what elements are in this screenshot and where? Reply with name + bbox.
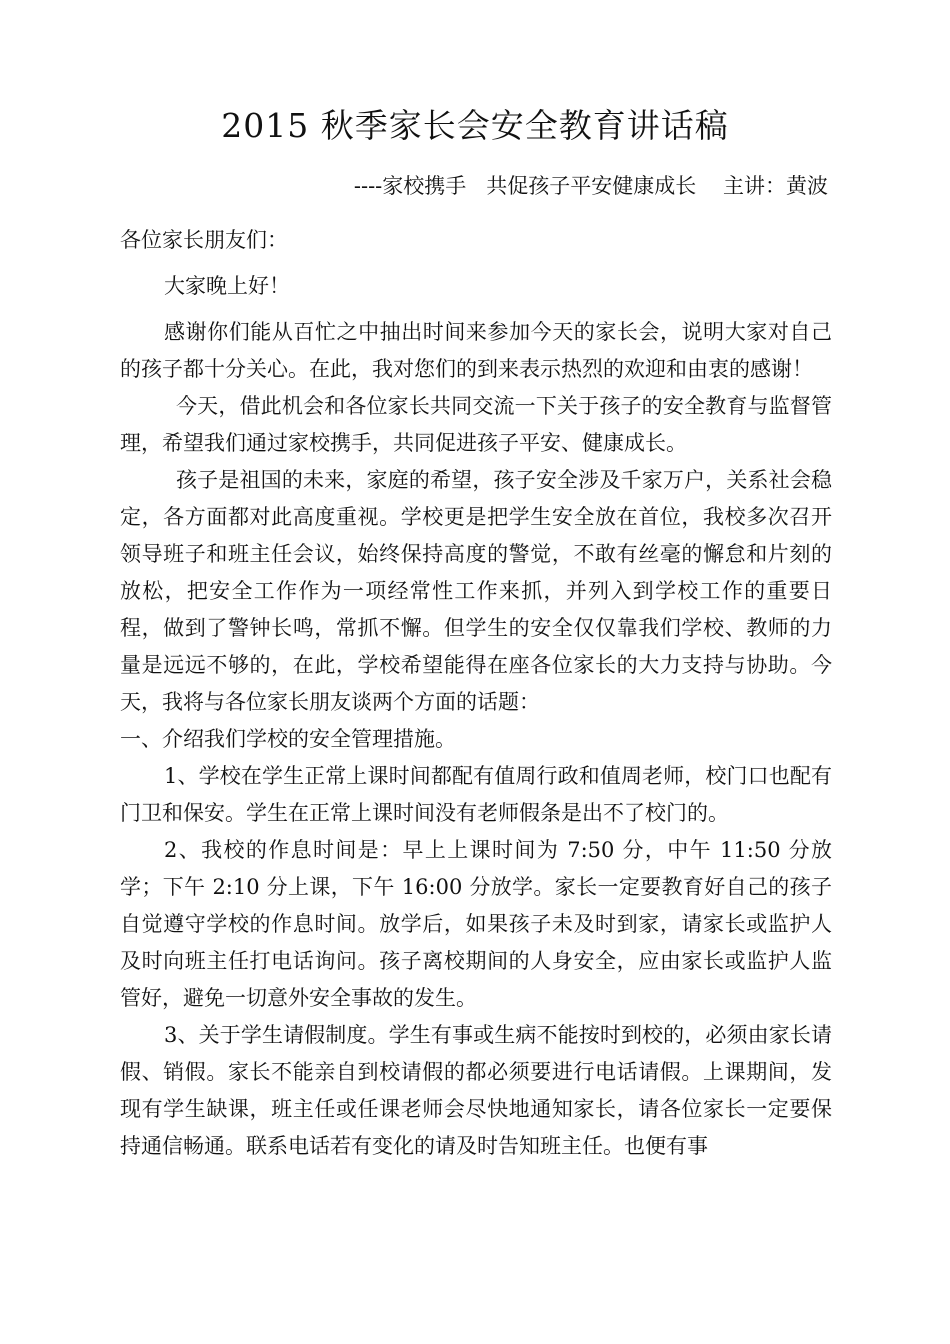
document-subtitle: ----家校携手 共促孩子平安健康成长 主讲：黄波 [353,174,828,198]
list-item: 2、我校的作息时间是：早上上课时间为 7:50 分，中午 11:50 分放学；下午 2:10 分上课，下午 16:00 分放学。家长一定要教育好自己的孩子自觉遵守学校的作息时间。放学后，如果孩子未及时到家，请家长或监护人及时向班主任打电话询问。孩子离校期间的人身安全，应由家长或监护人监管好，避免一切意外安全事故的发生。 [120,838,832,1010]
paragraph-today: 今天，借此机会和各位家长共同交流一下关于孩子的安全教育与监督管理，希望我们通过家校携手，共同促进孩子平安、健康成长。 [120,394,832,455]
list-item: 1、学校在学生正常上课时间都配有值周行政和值周老师，校门口也配有门卫和保安。学生在正常上课时间没有老师假条是出不了校门的。 [120,764,832,825]
paragraph-thanks: 感谢你们能从百忙之中抽出时间来参加今天的家长会，说明大家对自己的孩子都十分关心。在此，我对您们的到来表示热烈的欢迎和由衷的感谢！ [120,320,832,381]
paragraph-children-future: 孩子是祖国的未来，家庭的希望，孩子安全涉及千家万户，关系社会稳定，各方面都对此高度重视。学校更是把学生安全放在首位，我校多次召开领导班子和班主任会议，始终保持高度的警觉，不敢有丝毫的懈怠和片刻的放松，把安全工作作为一项经常性工作来抓，并列入到学校工作的重要日程，做到了警钟长鸣，常抓不懈。但学生的安全仅仅靠我们学校、教师的力量是远远不够的，在此，学校希望能得在座各位家长的大力支持与协助。今天，我将与各位家长朋友谈两个方面的话题： [120,468,832,714]
document-body [120,222,832,1165]
greeting: 大家晚上好！ [164,274,290,298]
section-heading: 一、介绍我们学校的安全管理措施。 [120,727,456,751]
salutation: 各位家长朋友们： [120,228,288,252]
list-item: 3、关于学生请假制度。学生有事或生病不能按时到校的，必须由家长请假、销假。家长不能亲自到校请假的都必须要进行电话请假。上课期间，发现有学生缺课，班主任或任课老师会尽快地通知家长，请各位家长一定要保持通信畅通。联系电话若有变化的请及时告知班主任。也便有事 [120,1023,832,1158]
document-title: 2015 秋季家长会安全教育讲话稿 [221,106,729,145]
